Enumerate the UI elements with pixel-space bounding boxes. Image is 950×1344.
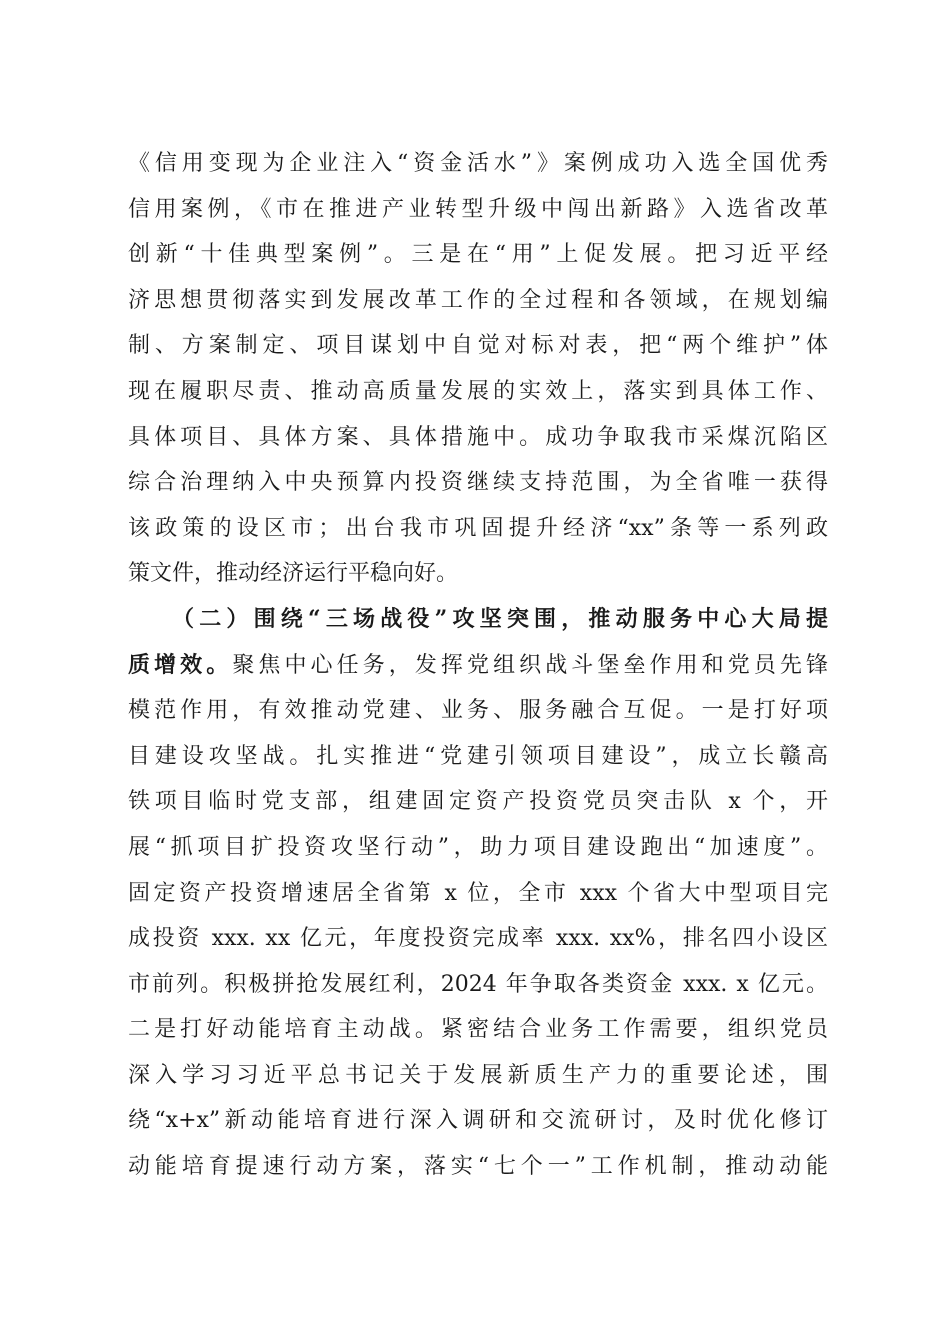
text-line: 现在履职尽责、推动高质量发展的实效上，落实到具体工作、 (128, 378, 828, 404)
text-line: 综合治理纳入中央预算内投资继续支持范围，为全省唯一获得 (128, 470, 828, 496)
text-line: 济思想贯彻落实到发展改革工作的全过程和各领域，在规划编 (128, 287, 828, 313)
text-line: 深入学习习近平总书记关于发展新质生产力的重要论述，围 (128, 1062, 828, 1088)
text-line: 目建设攻坚战。扎实推进“党建引领项目建设”，成立长赣高 (128, 743, 828, 769)
text-line: 绕“x+x”新动能培育进行深入调研和交流研讨，及时优化修订 (128, 1108, 828, 1134)
text-line: 策文件，推动经济运行平稳向好。 (128, 561, 459, 587)
text-line: 展“抓项目扩投资攻坚行动”，助力项目建设跑出“加速度”。 (128, 834, 828, 860)
text-line: 二是打好动能培育主动战。紧密结合业务工作需要，组织党员 (128, 1017, 828, 1043)
text-line: 《信用变现为企业注入“资金活水”》案例成功入选全国优秀 (128, 151, 828, 176)
text-line-rest: 聚焦中心任务，发挥党组织战斗堡垒作用和党员先锋 (232, 652, 828, 678)
text-line: 该政策的设区市；出台我市巩固提升经济“xx”条等一系列政 (128, 515, 828, 541)
body-text (128, 141, 828, 1190)
text-line: 铁项目临时党支部，组建固定资产投资党员突击队 x 个，开 (128, 789, 828, 815)
section-heading-end: 质增效。 (128, 651, 233, 678)
text-line: 具体项目、具体方案、具体措施中。成功争取我市采煤沉陷区 (128, 424, 828, 450)
text-line: 动能培育提速行动方案，落实“七个一”工作机制，推动动能 (128, 1154, 828, 1180)
text-line: 固定资产投资增速居全省第 x 位，全市 xxx 个省大中型项目完 (128, 880, 828, 906)
text-line: 创新“十佳典型案例”。三是在“用”上促发展。把习近平经 (128, 242, 828, 268)
section-heading: （二）围绕“三场战役”攻坚突围，推动服务中心大局提 (172, 605, 828, 632)
text-line: 成投资 xxx. xx 亿元，年度投资完成率 xxx. xx%，排名四小设区 (128, 926, 828, 952)
text-line: 信用案例，《市在推进产业转型升级中闯出新路》入选省改革 (128, 196, 828, 222)
text-line: 市前列。积极拼抢发展红利，2024 年争取各类资金 xxx. x 亿元。 (128, 971, 828, 997)
text-line (128, 643, 828, 689)
text-line: 模范作用，有效推动党建、业务、服务融合互促。一是打好项 (128, 698, 828, 724)
text-line: 制、方案制定、项目谋划中自觉对标对表，把“两个维护”体 (128, 333, 828, 359)
